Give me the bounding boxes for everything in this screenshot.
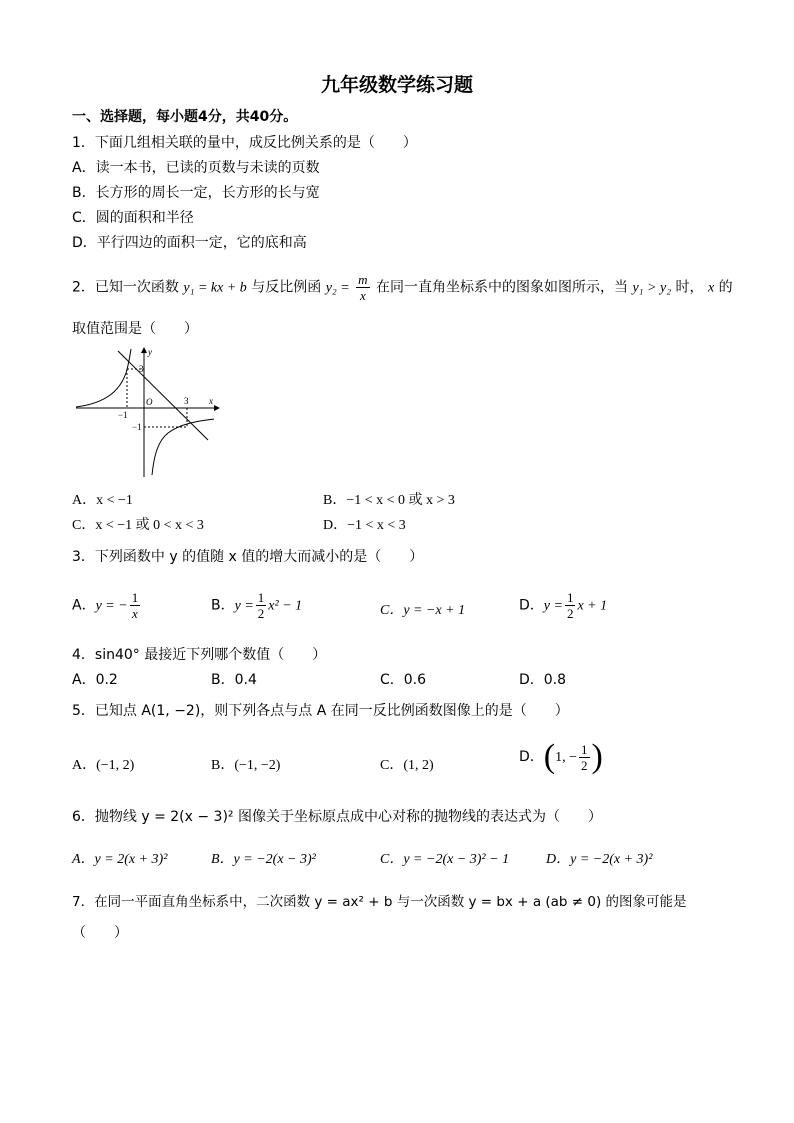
question-7-line2: （ ） — [72, 925, 128, 941]
question-6-option-a[interactable]: A．y = 2(x + 3)² — [72, 852, 168, 867]
page-title: 九年级数学练习题 — [320, 74, 473, 96]
origin-label: O — [146, 397, 153, 407]
question-2-option-a[interactable]: A．x < −1 — [72, 493, 133, 508]
q2-inverse-lhs: y₂ = — [325, 280, 350, 296]
q2-function-graph — [72, 345, 222, 480]
tick-3-x: 3 — [184, 396, 189, 406]
question-1-option-a[interactable]: A．读一本书，已读的页数与未读的页数 — [72, 160, 320, 176]
question-4-option-d[interactable]: D．0.8 — [519, 672, 567, 688]
question-1-option-c[interactable]: C．圆的面积和半径 — [72, 210, 194, 226]
q2-text-2: 在同一直角坐标系中的图象如图所示，当 — [376, 279, 629, 296]
tick-neg1-y: −1 — [132, 422, 142, 432]
question-4-option-c[interactable]: C．0.6 — [380, 672, 427, 688]
question-3-option-b[interactable]: B．y = $\frac{1}{2}$ x² − 1 — [211, 590, 303, 621]
q2-linear-eq: y₁ = kx + b — [183, 280, 247, 296]
question-4-option-b[interactable]: B．0.4 — [211, 672, 257, 688]
question-4-stem: 4．sin40° 最接近下列哪个数值（ ） — [72, 647, 327, 663]
question-6-stem: 6．抛物线 y = 2(x − 3)² 图像关于坐标原点成中心对称的抛物线的表达式为（ ） — [72, 809, 602, 825]
q2-prefix: 2．已知一次函数 — [72, 279, 179, 296]
question-1-option-d[interactable]: D．平行四边的面积一定，它的底和高 — [72, 235, 307, 251]
question-4-option-a[interactable]: A．0.2 — [72, 672, 118, 688]
question-3-option-c[interactable]: C．y = −x + 1 — [380, 603, 466, 618]
question-5-stem: 5．已知点 A(1, −2)，则下列各点与点 A 在同一反比例函数图像上的是（ ） — [72, 703, 569, 719]
q2-condition: y₁ > y₂ — [632, 280, 672, 296]
x-axis-arrow — [214, 405, 220, 411]
question-3-stem: 3．下列函数中 y 的值随 x 值的增大而减小的是（ ） — [72, 549, 424, 565]
tick-neg1-x: −1 — [118, 410, 128, 420]
question-7-stem: 7．在同一平面直角坐标系中，二次函数 y = ax² + b 与一次函数 y = bx + a (ab ≠ 0) 的图象可能是 — [72, 894, 687, 910]
q2-text: 与反比例函 — [251, 279, 322, 296]
section-heading: 一、选择题，每小题4分，共40分。 — [72, 109, 298, 125]
q2-var: x — [707, 280, 715, 296]
question-2-option-d[interactable]: D．−1 < x < 3 — [323, 518, 406, 533]
hyperbola-branch-left — [76, 349, 131, 407]
q2-fraction: $\frac{m}{x}$ — [358, 272, 368, 303]
question-1-stem: 1．下面几组相关联的量中，成反比例关系的是（ ） — [72, 135, 417, 151]
question-6-option-c[interactable]: C．y = −2(x − 3)² − 1 — [380, 852, 510, 867]
question-6-option-b[interactable]: B．y = −2(x − 3)² — [211, 852, 316, 867]
question-2-stem — [72, 272, 733, 303]
y-label: y — [148, 347, 152, 357]
tick-3-y: 3 — [139, 364, 144, 374]
question-3-option-d[interactable]: D．y = $\frac{1}{2}$ x + 1 — [519, 590, 608, 621]
question-5-option-a[interactable]: A．(−1, 2) — [72, 758, 135, 773]
question-5-option-d[interactable]: D．(1, − $\frac{1}{2}$ ) — [519, 738, 603, 775]
question-2-option-b[interactable]: B．−1 < x < 0 或 x > 3 — [323, 493, 455, 508]
question-1-option-b[interactable]: B．长方形的周长一定，长方形的长与宽 — [72, 185, 320, 201]
x-label: x — [209, 396, 213, 406]
question-3-option-a[interactable]: A．y = − $\frac{1}{x}$ — [72, 590, 139, 621]
question-5-option-b[interactable]: B．(−1, −2) — [211, 758, 281, 773]
q2-text-4: 的 — [718, 279, 733, 296]
question-2-option-c[interactable]: C．x < −1 或 0 < x < 3 — [72, 518, 204, 533]
question-6-option-d[interactable]: D．y = −2(x + 3)² — [546, 852, 653, 867]
question-5-option-c[interactable]: C．(1, 2) — [380, 758, 434, 773]
question-2-line2: 取值范围是（ ） — [72, 321, 198, 337]
y-axis-arrow — [141, 347, 147, 353]
q2-text-3: 时， — [675, 279, 704, 296]
